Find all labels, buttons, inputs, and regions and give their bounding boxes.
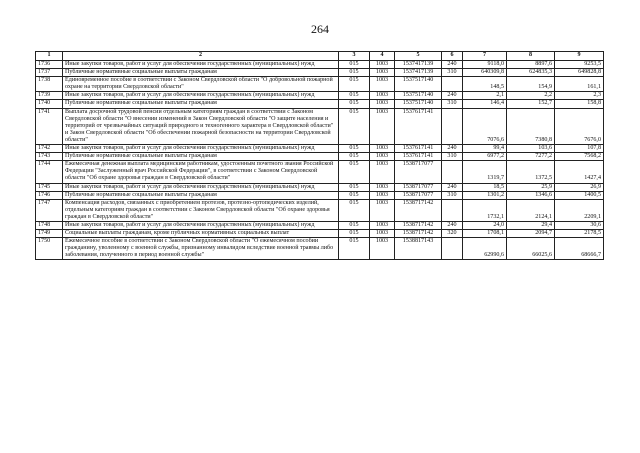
col-value-9: 1427,4: [555, 161, 604, 183]
col-target-code: 1537617141: [395, 145, 442, 153]
col-expense-type: 310: [442, 191, 463, 199]
col-value-9: 158,8: [555, 100, 604, 108]
row-name: Публичные нормативные социальные выплаты гражданам: [63, 153, 339, 161]
col-value-9: 2178,5: [555, 230, 604, 238]
col-section-code: 1003: [370, 183, 395, 191]
col-section-code: 1003: [370, 230, 395, 238]
col-value-7: 18,5: [463, 183, 507, 191]
col-value-8: 66025,6: [507, 238, 555, 260]
col-section-code: 1003: [370, 153, 395, 161]
col-value-9: 26,9: [555, 183, 604, 191]
col-header: 7: [463, 52, 507, 61]
col-admin-code: 015: [339, 61, 370, 69]
row-number: 1750: [36, 238, 63, 260]
col-value-8: 103,6: [507, 145, 555, 153]
col-section-code: 1003: [370, 145, 395, 153]
col-value-7: 2,1: [463, 92, 507, 100]
row-number: 1746: [36, 191, 63, 199]
col-expense-type: 310: [442, 100, 463, 108]
row-name: Единовременное пособие в соответствии с Законом Свердловской области "О добровольной пожарной охране на территории Свердловской области": [63, 77, 339, 92]
row-name: Иные закупки товаров, работ и услуг для обеспечения государственных (муниципальных) нужд: [63, 61, 339, 69]
col-value-9: 9253,5: [555, 61, 604, 69]
row-number: 1737: [36, 69, 63, 77]
row-number: 1745: [36, 183, 63, 191]
header-row: [36, 52, 604, 61]
table-row: [36, 191, 604, 199]
col-value-9: 1400,5: [555, 191, 604, 199]
row-number: 1744: [36, 161, 63, 183]
col-value-8: 624835,3: [507, 69, 555, 77]
row-number: 1748: [36, 221, 63, 229]
col-admin-code: 015: [339, 100, 370, 108]
col-value-9: 30,6: [555, 221, 604, 229]
col-value-8: 25,9: [507, 183, 555, 191]
col-value-7: 1732,1: [463, 199, 507, 221]
col-target-code: 1538717142: [395, 221, 442, 229]
table-row: [36, 61, 604, 69]
col-section-code: 1003: [370, 100, 395, 108]
col-section-code: 1003: [370, 161, 395, 183]
col-value-8: 2094,7: [507, 230, 555, 238]
page-number: 264: [311, 22, 329, 36]
row-name: Социальные выплаты гражданам, кроме публичных нормативных социальных выплат: [63, 230, 339, 238]
col-header: 9: [555, 52, 604, 61]
col-target-code: 1538817143: [395, 238, 442, 260]
row-number: 1749: [36, 230, 63, 238]
row-number: 1739: [36, 92, 63, 100]
col-value-8: 2,2: [507, 92, 555, 100]
col-section-code: 1003: [370, 77, 395, 92]
col-admin-code: 015: [339, 69, 370, 77]
col-expense-type: [442, 161, 463, 183]
col-target-code: 1538717142: [395, 199, 442, 221]
table-row: [36, 145, 604, 153]
col-section-code: 1003: [370, 238, 395, 260]
col-header: 3: [339, 52, 370, 61]
col-value-8: 7277,2: [507, 153, 555, 161]
table-row: [36, 161, 604, 183]
col-expense-type: 240: [442, 221, 463, 229]
col-header: 5: [395, 52, 442, 61]
col-expense-type: [442, 77, 463, 92]
table-row: [36, 238, 604, 260]
row-name: Иные закупки товаров, работ и услуг для обеспечения государственных (муниципальных) нужд: [63, 145, 339, 153]
col-expense-type: 240: [442, 183, 463, 191]
col-value-7: 146,4: [463, 100, 507, 108]
col-header: 1: [36, 52, 63, 61]
row-name: Иные закупки товаров, работ и услуг для обеспечения государственных (муниципальных) нужд: [63, 183, 339, 191]
row-number: 1738: [36, 77, 63, 92]
col-value-7: 62990,6: [463, 238, 507, 260]
col-value-9: 68666,7: [555, 238, 604, 260]
table-row: [36, 153, 604, 161]
col-value-7: 24,0: [463, 221, 507, 229]
table-row: [36, 92, 604, 100]
col-expense-type: 240: [442, 61, 463, 69]
col-value-9: 2209,1: [555, 199, 604, 221]
col-admin-code: 015: [339, 230, 370, 238]
col-value-9: 7568,2: [555, 153, 604, 161]
col-value-8: 154,9: [507, 77, 555, 92]
col-value-7: 9118,0: [463, 61, 507, 69]
col-value-8: 7380,8: [507, 108, 555, 144]
table-row: [36, 69, 604, 77]
col-section-code: 1003: [370, 191, 395, 199]
col-admin-code: 015: [339, 108, 370, 144]
row-number: 1736: [36, 61, 63, 69]
col-value-9: 107,8: [555, 145, 604, 153]
col-value-8: 1346,6: [507, 191, 555, 199]
table-row: [36, 183, 604, 191]
row-number: 1743: [36, 153, 63, 161]
col-target-code: 1537617141: [395, 108, 442, 144]
col-header: 6: [442, 52, 463, 61]
col-expense-type: 310: [442, 69, 463, 77]
row-number: 1741: [36, 108, 63, 144]
col-value-7: 1301,2: [463, 191, 507, 199]
col-admin-code: 015: [339, 183, 370, 191]
col-admin-code: 015: [339, 199, 370, 221]
col-target-code: 1537417139: [395, 69, 442, 77]
col-value-7: 1708,1: [463, 230, 507, 238]
col-header: 2: [63, 52, 339, 61]
col-target-code: 1537417139: [395, 61, 442, 69]
col-admin-code: 015: [339, 191, 370, 199]
col-value-8: 152,7: [507, 100, 555, 108]
table-row: [36, 77, 604, 92]
col-value-7: 1319,7: [463, 161, 507, 183]
row-name: Публичные нормативные социальные выплаты гражданам: [63, 69, 339, 77]
col-admin-code: 015: [339, 221, 370, 229]
row-number: 1742: [36, 145, 63, 153]
col-value-7: 6977,2: [463, 153, 507, 161]
col-admin-code: 015: [339, 153, 370, 161]
col-value-8: 2124,1: [507, 199, 555, 221]
col-section-code: 1003: [370, 199, 395, 221]
col-target-code: 1537517140: [395, 92, 442, 100]
col-target-code: 1538717077: [395, 191, 442, 199]
col-section-code: 1003: [370, 221, 395, 229]
col-admin-code: 015: [339, 92, 370, 100]
row-name: Иные закупки товаров, работ и услуг для обеспечения государственных (муниципальных) нужд: [63, 92, 339, 100]
col-value-7: 640309,8: [463, 69, 507, 77]
col-admin-code: 015: [339, 145, 370, 153]
budget-table: [35, 51, 604, 260]
table-row: [36, 100, 604, 108]
col-admin-code: 015: [339, 161, 370, 183]
col-expense-type: 240: [442, 92, 463, 100]
row-name: Ежемесячное пособие в соответствии с Законом Свердловской области "О ежемесячном пособии гражданину, уволенному с военной службы, признанному инвалидом вследствие военной травмы либо заболевания, полученного в период военной службы": [63, 238, 339, 260]
col-value-8: 29,4: [507, 221, 555, 229]
row-name: Выплата досрочной трудовой пенсии отдельным категориям граждан в соответствии с Законом Свердловской области "О внесении изменений в Закон Свердловской области "О защите населения и территорий от чрезвычайных ситуаций природного и техногенного характера в Свердловской области" и Закон Свердловской области "Об обеспечении пожарной безопасности на территории Свердловской области": [63, 108, 339, 144]
col-expense-type: 320: [442, 230, 463, 238]
row-number: 1740: [36, 100, 63, 108]
col-target-code: 1538717077: [395, 183, 442, 191]
col-target-code: 1538717142: [395, 230, 442, 238]
col-header: 4: [370, 52, 395, 61]
col-expense-type: [442, 108, 463, 144]
row-name: Иные закупки товаров, работ и услуг для обеспечения государственных (муниципальных) нужд: [63, 221, 339, 229]
col-expense-type: 240: [442, 145, 463, 153]
col-admin-code: 015: [339, 77, 370, 92]
row-number: 1747: [36, 199, 63, 221]
row-name: Компенсация расходов, связанных с приобретением протезов, протезно-ортопедических изделий, отдельным категориям граждан в соответствии с Законом Свердловской области "Об охране здоровья граждан в Свердловской области": [63, 199, 339, 221]
table-row: [36, 221, 604, 229]
col-value-8: 1372,5: [507, 161, 555, 183]
col-value-9: 7676,0: [555, 108, 604, 144]
col-value-9: 2,3: [555, 92, 604, 100]
row-name: Публичные нормативные социальные выплаты гражданам: [63, 100, 339, 108]
col-value-7: 148,5: [463, 77, 507, 92]
col-expense-type: 310: [442, 153, 463, 161]
row-name: Ежемесячная денежная выплата медицинским работникам, удостоенным почетного звания Российской Федерации "Заслуженный врач Российской Федерации", в соответствии с Законом Свердловской области "Об охране здоровья граждан в Свердловской области": [63, 161, 339, 183]
col-value-8: 8897,6: [507, 61, 555, 69]
table-row: [36, 199, 604, 221]
col-value-7: 7076,6: [463, 108, 507, 144]
col-expense-type: [442, 199, 463, 221]
col-section-code: 1003: [370, 69, 395, 77]
col-target-code: 1537617141: [395, 153, 442, 161]
col-value-7: 99,4: [463, 145, 507, 153]
col-target-code: 1537517140: [395, 100, 442, 108]
table-row: [36, 108, 604, 144]
col-admin-code: 015: [339, 238, 370, 260]
col-section-code: 1003: [370, 61, 395, 69]
col-target-code: 1538717077: [395, 161, 442, 183]
col-section-code: 1003: [370, 108, 395, 144]
col-section-code: 1003: [370, 92, 395, 100]
col-expense-type: [442, 238, 463, 260]
col-target-code: 1537517140: [395, 77, 442, 92]
row-name: Публичные нормативные социальные выплаты гражданам: [63, 191, 339, 199]
table-row: [36, 230, 604, 238]
col-value-9: 161,1: [555, 77, 604, 92]
col-value-9: 649828,8: [555, 69, 604, 77]
col-header: 8: [507, 52, 555, 61]
